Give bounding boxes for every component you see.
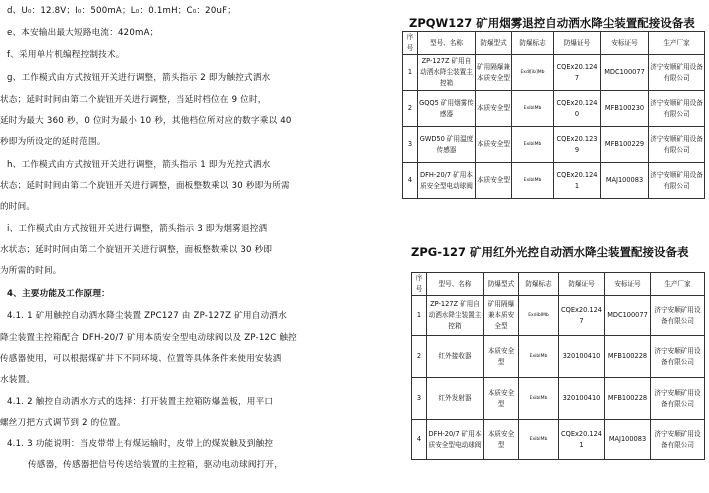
table-cell: 本质安全型: [484, 378, 519, 420]
table-cell: 1: [412, 296, 427, 336]
text-line: 螺丝刀把方式调节到 2 的位置。: [0, 418, 126, 428]
table-cell: 本质安全型: [476, 91, 512, 127]
column-header: 序号: [412, 273, 427, 296]
text-line: h、工作模式由方式按钮开关进行调整，箭头指示 1 即为光控式洒水: [7, 160, 271, 170]
table2: [411, 272, 705, 460]
table-cell: MAJ100083: [605, 420, 651, 460]
table-cell: GWD50 矿用温度传感器: [418, 127, 476, 163]
column-header: 序号: [403, 32, 418, 55]
table-cell: ExibⅠMb: [512, 91, 554, 127]
text-line: 秒即为所设定的延时范围。: [0, 137, 106, 147]
table-row: [403, 91, 705, 127]
column-header: 安标证号: [605, 273, 651, 296]
table-cell: 3: [403, 127, 418, 163]
table-cell: ExdibIMb: [519, 296, 559, 336]
text-line: 状态；延时时间由第二个旋钮开关进行调整，面板整数乘以 30 秒即为所需: [0, 181, 290, 191]
text-line: e、本安输出最大短路电流：420mA；: [7, 28, 159, 38]
table-cell: 本质安全型: [476, 127, 512, 163]
text-line: 为所需的时间。: [0, 266, 62, 276]
table-cell: ZP-127Z 矿用自动洒水降尘装置主控箱: [427, 296, 484, 336]
table-cell: 矿用隔爆兼本质安全型: [484, 296, 519, 336]
table-cell: ExibⅠMb: [519, 336, 559, 378]
table1: [402, 31, 705, 199]
text-line: 传感器，传感器把信号传送给装置的主控箱，驱动电动球阀打开，: [28, 460, 284, 470]
column-header: 型号、名称: [418, 32, 476, 55]
table-cell: 本质安全型: [484, 336, 519, 378]
table-cell: CQEx20.1247: [554, 55, 601, 91]
table-cell: 济宁安顺矿用设备有限公司: [649, 91, 705, 127]
column-header: 生产厂家: [649, 32, 705, 55]
table-cell: 320100410: [559, 336, 605, 378]
table-cell: 济宁安顺矿用设备有限公司: [651, 336, 705, 378]
table1-header-row: [403, 32, 705, 55]
text-line: 4.1. 3 功能说明：当皮带带上有煤运输时，皮带上的煤炭触及到触控: [7, 439, 274, 449]
text-line: 4、主要功能及工作原理：: [7, 289, 110, 299]
table-cell: 济宁安顺矿用设备有限公司: [651, 296, 705, 336]
table-cell: 4: [403, 163, 418, 199]
table-cell: 4: [412, 420, 427, 460]
table-cell: MFB100229: [601, 127, 649, 163]
column-header: 防爆标志: [519, 273, 559, 296]
table-cell: DFH-20/7 矿用本质安全型电动球阀: [427, 420, 484, 460]
table-row: [412, 420, 705, 460]
table-row: [412, 296, 705, 336]
table-cell: 红外发射器: [427, 378, 484, 420]
table-cell: 济宁安顺矿用设备有限公司: [651, 420, 705, 460]
text-line: 水状态；延时时间由第二个旋钮开关进行调整，面板整数乘以 30 秒即: [0, 245, 273, 255]
table-cell: 济宁安顺矿用设备有限公司: [649, 163, 705, 199]
table-cell: 济宁安顺矿用设备有限公司: [649, 55, 705, 91]
table-cell: 2: [412, 336, 427, 378]
column-header: 防爆证号: [559, 273, 605, 296]
table-cell: ExibⅠMb: [512, 127, 554, 163]
table-cell: CQEx20.1247: [559, 296, 605, 336]
column-header: 型号、名称: [427, 273, 484, 296]
table-row: [403, 55, 705, 91]
table2-title: ZPG-127 矿用红外光控自动洒水降尘装置配接设备表: [411, 245, 689, 259]
table2-header-row: [412, 273, 705, 296]
table-cell: CQEx20.1240: [554, 91, 601, 127]
text-line: i、工作模式由方式按钮开关进行调整，箭头指示 3 即为烟雾退控洒: [7, 224, 268, 234]
text-line: 水装置。: [0, 375, 36, 385]
table-cell: 济宁安顺矿用设备有限公司: [651, 378, 705, 420]
table-cell: 3: [412, 378, 427, 420]
table-cell: 红外接收器: [427, 336, 484, 378]
table-cell: MAJ100083: [601, 163, 649, 199]
table-cell: GQQ5 矿用烟雾传感器: [418, 91, 476, 127]
column-header: 生产厂家: [651, 273, 705, 296]
text-line: 4.1. 2 触控自动洒水方式的选择：打开装置主控箱防爆盖板，用平口: [7, 397, 274, 407]
text-line: g、工作模式由方式按钮开关进行调整，箭头指示 2 即为触控式洒水: [7, 73, 271, 83]
column-header: 防爆标志: [512, 32, 554, 55]
text-line: 状态；延时时间由第二个旋钮开关进行调整，当延时档位在 9 位时，: [0, 95, 267, 105]
text-line: d、U₀：12.8V；I₀：500mA；L₀：0.1mH；C₀：20uF；: [7, 6, 237, 16]
table-cell: CQEx20.1241: [554, 163, 601, 199]
text-line: f、采用单片机编程控制技术。: [7, 50, 125, 60]
table-cell: CQEx20.1239: [554, 127, 601, 163]
table-cell: MDC100077: [601, 55, 649, 91]
table-cell: ExibⅠMb: [512, 163, 554, 199]
table-row: [412, 378, 705, 420]
table-cell: 本质安全型: [484, 420, 519, 460]
column-header: 防爆型式: [476, 32, 512, 55]
column-header: 防爆证号: [554, 32, 601, 55]
table-cell: ZP-127Z 矿用自动洒水降尘装置主控箱: [418, 55, 476, 91]
table-cell: 320100410: [559, 378, 605, 420]
table-cell: 1: [403, 55, 418, 91]
table-cell: CQEx20.1241: [559, 420, 605, 460]
table-cell: ExibⅠMb: [519, 378, 559, 420]
table-cell: MFB100230: [601, 91, 649, 127]
text-line: 的时间。: [0, 202, 36, 212]
table-cell: 济宁安顺矿用设备有限公司: [649, 127, 705, 163]
table-cell: MFB100228: [605, 378, 651, 420]
table1-title: ZPQW127 矿用烟雾退控自动洒水降尘装置配接设备表: [409, 16, 695, 30]
text-line: 传感器使用，可以根据煤矿井下不同环境、位置等具体条件来使用安装洒: [0, 354, 282, 364]
table-row: [403, 127, 705, 163]
table-row: [412, 336, 705, 378]
table-cell: ExibⅠMb: [519, 420, 559, 460]
table-cell: ExdⅠ[ib]Mb: [512, 55, 554, 91]
table-cell: 本质安全型: [476, 163, 512, 199]
table-cell: MDC100077: [605, 296, 651, 336]
column-header: 防爆型式: [484, 273, 519, 296]
table-cell: MFB100228: [605, 336, 651, 378]
table-cell: DFH-20/7 矿用本质安全型电动球阀: [418, 163, 476, 199]
text-line: 4.1. 1 矿用触控自动洒水降尘装置 ZPC127 由 ZP-127Z 矿用自动洒水: [7, 311, 287, 321]
column-header: 安标证号: [601, 32, 649, 55]
text-line: 降尘装置主控箱配合 DFH-20/7 矿用本质安全型电动球阀以及 ZP-12C 触控: [0, 333, 297, 343]
text-line: 延时为最大 360 秒，0 位时为最小 10 秒，其他档位所对应的数字乘以 40: [0, 116, 292, 126]
table-row: [403, 163, 705, 199]
table-cell: 矿用隔爆兼本质安全型: [476, 55, 512, 91]
table-cell: 2: [403, 91, 418, 127]
